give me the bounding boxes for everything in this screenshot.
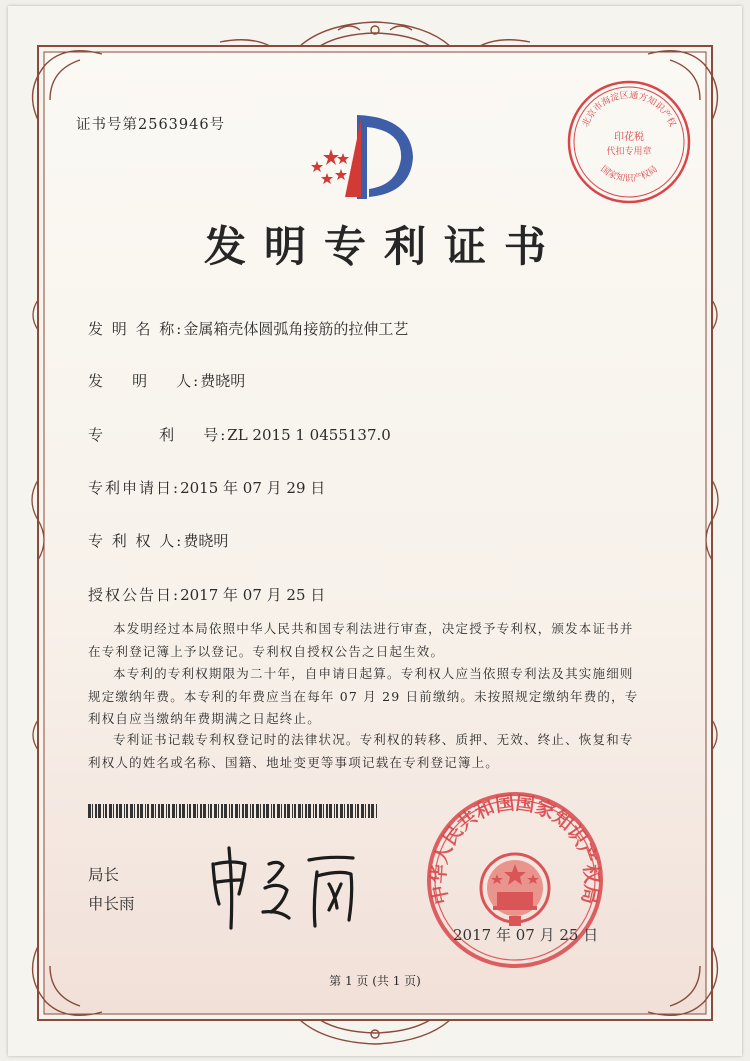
field-value: ZL 2015 1 0455137.0 — [227, 426, 391, 444]
small-seal-line2: 代扣专用章 — [606, 147, 652, 157]
grant-date: 2017 年 07 月 25 日 — [453, 926, 599, 944]
field-label: 授权公告日: — [88, 586, 181, 604]
field-application-date — [88, 477, 325, 498]
small-seal-outer-text: 北京市海淀区通方知识产权 — [580, 90, 678, 129]
field-announcement-date — [88, 584, 325, 605]
body-paragraph-3: 专利证书记载专利权登记时的法律状况。专利权的转移、质押、无效、终止、恢复和专利权人的姓名或名称、国籍、地址变更等事项记载在专利登记簿上。 — [88, 732, 634, 770]
field-label: 专 利 权 人: — [88, 532, 184, 550]
director-name: 申长雨 — [88, 895, 135, 913]
small-seal-line1: 印花税 — [614, 132, 644, 143]
field-inventor — [88, 370, 245, 391]
field-value: 费晓明 — [200, 372, 246, 390]
field-label: 专利申请日: — [88, 479, 181, 497]
field-invention-name — [88, 318, 408, 339]
certificate-number: 证书号第2563946号 — [76, 117, 226, 133]
svg-text:国家知识产权局 — [598, 164, 659, 185]
barcode — [88, 804, 380, 818]
field-value: 2015 年 07 月 29 日 — [180, 479, 326, 497]
page-number: 第 1 页 (共 1 页) — [329, 974, 421, 988]
big-seal-ring-text: 中华人民共和国国家知识产权局 — [427, 792, 603, 907]
field-value: 金属箱壳体圆弧角接筋的拉伸工艺 — [183, 320, 409, 338]
director-title: 局长 — [88, 866, 120, 884]
svg-text:北京市海淀区通方知识产权 — [579, 90, 679, 129]
body-paragraph-1: 本发明经过本局依照中华人民共和国专利法进行审查，决定授予专利权，颁发本证书并在专利登记簿上予以登记。专利权自授权公告之日起生效。 — [88, 621, 634, 659]
patent-office-logo-icon — [305, 113, 415, 203]
field-value: 2017 年 07 月 25 日 — [180, 586, 326, 604]
body-paragraph-2: 本专利的专利权期限为二十年，自申请日起算。专利权人应当依照专利法及其实施细则规定缴纳年费。本专利的年费应当在每年 07 月 29 日前缴纳。未按照规定缴纳年费的，专利权自应当缴纳年费期满之日起终止。 — [88, 666, 639, 726]
field-value: 费晓明 — [183, 532, 229, 550]
field-patentee — [88, 530, 228, 551]
stamp-duty-seal — [565, 78, 693, 206]
small-seal-bottom-text: 国家知识产权局 — [598, 164, 660, 185]
field-patent-number — [88, 424, 391, 445]
handwritten-signature — [205, 842, 370, 932]
field-label: 发 明 人: — [88, 372, 201, 390]
field-label: 专 利 号: — [88, 426, 228, 444]
certificate-title: 发明专利证书 — [203, 222, 564, 271]
field-label: 发 明 名 称: — [88, 320, 184, 338]
